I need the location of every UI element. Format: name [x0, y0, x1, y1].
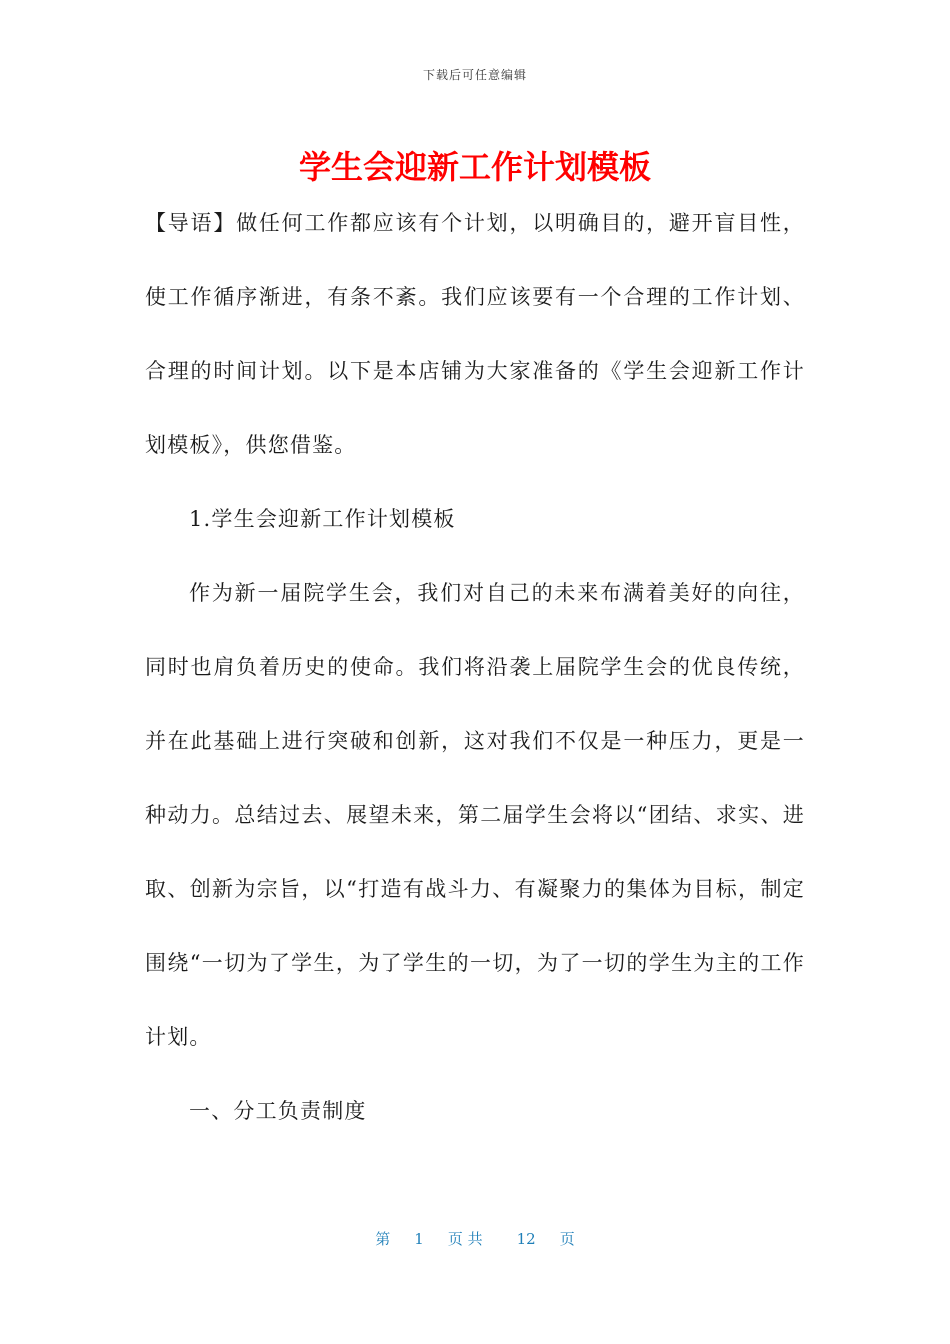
document-body [145, 186, 805, 1148]
footer-current-page: 1 [414, 1230, 424, 1248]
page-footer [0, 1228, 950, 1249]
footer-middle: 页 共 [447, 1230, 483, 1248]
footer-suffix: 页 [559, 1230, 575, 1248]
footer-total-pages: 12 [516, 1230, 536, 1248]
body-paragraph: 作为新一届院学生会，我们对自己的未来布满着美好的向往，同时也肩负着历史的使命。我们将沿袭上届院学生会的优良传统，并在此基础上进行突破和创新，这对我们不仅是一种压力，更是一种动力。总结过去、展望未来，第二届学生会将以“团结、求实、进取、创新为宗旨，以“打造有战斗力、有凝聚力的集体为目标，制定围绕“一切为了学生，为了学生的一切，为了一切的学生为主的工作计划。 [145, 581, 805, 1049]
intro-paragraph: 【导语】做任何工作都应该有个计划，以明确目的，避开盲目性，使工作循序渐进，有条不紊。我们应该要有一个合理的工作计划、合理的时间计划。以下是本店铺为大家准备的《学生会迎新工作计划模板》，供您借鉴。 [145, 211, 805, 457]
footer-prefix: 第 [375, 1230, 391, 1248]
document-title: 学生会迎新工作计划模板 [298, 148, 651, 186]
section-heading-division-of-labor: 一、分工负责制度 [189, 1099, 367, 1123]
header-note: 下载后可任意编辑 [422, 68, 527, 82]
section-heading-1: 1.学生会迎新工作计划模板 [189, 507, 456, 531]
